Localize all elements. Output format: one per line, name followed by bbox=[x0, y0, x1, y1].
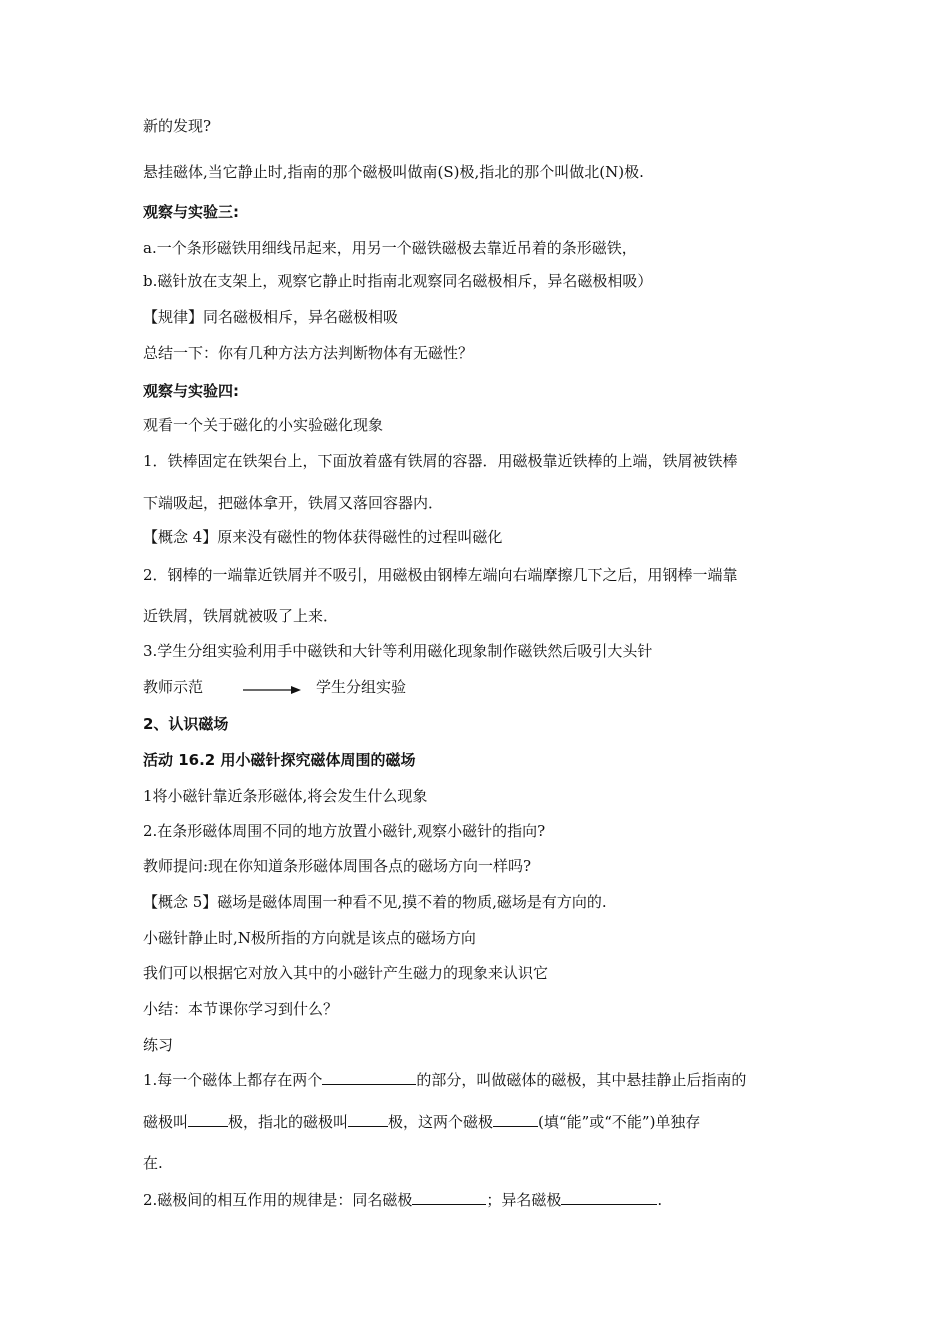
text-line: 观看一个关于磁化的小实验磁化现象 bbox=[143, 416, 384, 434]
right-arrow-icon bbox=[243, 682, 301, 694]
question-2-line bbox=[143, 1190, 662, 1210]
answer-blank[interactable] bbox=[322, 1070, 416, 1085]
text-line: b.磁针放在支架上，观察它静止时指南北观察同名磁极相斥，异名磁极相吸） bbox=[143, 272, 653, 290]
answer-blank[interactable] bbox=[493, 1112, 538, 1127]
text-line: 总结一下：你有几种方法方法判断物体有无磁性？ bbox=[143, 344, 474, 362]
text-line: 下端吸起，把磁体拿开，铁屑又落回容器内． bbox=[143, 494, 444, 512]
section-heading: 观察与实验三: bbox=[143, 203, 239, 221]
section-heading: 2、认识磁场 bbox=[143, 715, 229, 733]
teacher-demo-label: 教师示范 bbox=[143, 678, 204, 696]
answer-blank[interactable] bbox=[412, 1190, 486, 1205]
text-line: 悬挂磁体,当它静止时,指南的那个磁极叫做南(S)极,指北的那个叫做北(N)极. bbox=[143, 163, 644, 181]
text-line: 1．铁棒固定在铁架台上，下面放着盛有铁屑的容器．用磁极靠近铁棒的上端，铁屑被铁棒 bbox=[143, 452, 738, 470]
text-line: 小磁针静止时,N极所指的方向就是该点的磁场方向 bbox=[143, 929, 476, 947]
section-heading: 观察与实验四: bbox=[143, 382, 239, 400]
rule-line: 【规律】同名磁极相斥，异名磁极相吸 bbox=[143, 308, 399, 326]
text-line: 近铁屑，铁屑就被吸了上来． bbox=[143, 607, 339, 625]
text-line: 教师提问:现在你知道条形磁体周围各点的磁场方向一样吗? bbox=[143, 857, 532, 875]
question-text: 1.每一个磁体上都存在两个 bbox=[143, 1071, 323, 1089]
text-line: 新的发现? bbox=[143, 117, 212, 135]
answer-blank[interactable] bbox=[561, 1190, 657, 1205]
text-line: 1将小磁针靠近条形磁体,将会发生什么现象 bbox=[143, 787, 428, 805]
text-line: a.一个条形磁铁用细线吊起来，用另一个磁铁磁极去靠近吊着的条形磁铁， bbox=[143, 239, 637, 257]
concept-line: 【概念 5】磁场是磁体周围一种看不见,摸不着的物质,磁场是有方向的. bbox=[143, 893, 607, 911]
text-line: 小结：本节课你学习到什么？ bbox=[143, 1000, 339, 1018]
answer-blank[interactable] bbox=[348, 1112, 388, 1127]
concept-line: 【概念 4】原来没有磁性的物体获得磁性的过程叫磁化 bbox=[143, 528, 503, 546]
question-text: ；异名磁极 bbox=[486, 1191, 562, 1209]
activity-heading: 活动 16.2 用小磁针探究磁体周围的磁场 bbox=[143, 751, 416, 769]
question-text: . bbox=[657, 1191, 663, 1209]
answer-blank[interactable] bbox=[188, 1112, 228, 1127]
question-1-line-2 bbox=[143, 1112, 700, 1132]
text-line: 我们可以根据它对放入其中的小磁针产生磁力的现象来认识它 bbox=[143, 964, 549, 982]
student-group-label: 学生分组实验 bbox=[316, 678, 407, 696]
question-text: 极，这两个磁极 bbox=[388, 1113, 494, 1131]
text-line: 3.学生分组实验利用手中磁铁和大针等利用磁化现象制作磁铁然后吸引大头针 bbox=[143, 642, 653, 660]
text-line: 2．钢棒的一端靠近铁屑并不吸引，用磁极由钢棒左端向右端摩擦几下之后，用钢棒一端靠 bbox=[143, 566, 738, 584]
question-1-line-1 bbox=[143, 1070, 746, 1090]
question-1-line-3: 在. bbox=[143, 1154, 163, 1172]
question-text: (填“能”或“不能”)单独存 bbox=[538, 1113, 701, 1131]
question-text: 磁极叫 bbox=[143, 1113, 189, 1131]
exercise-heading: 练习 bbox=[143, 1036, 174, 1054]
question-text: 极，指北的磁极叫 bbox=[228, 1113, 349, 1131]
question-text: 2.磁极间的相互作用的规律是：同名磁极 bbox=[143, 1191, 413, 1209]
text-line: 2.在条形磁体周围不同的地方放置小磁针,观察小磁针的指向? bbox=[143, 822, 546, 840]
question-text: 的部分，叫做磁体的磁极，其中悬挂静止后指南的 bbox=[416, 1071, 747, 1089]
